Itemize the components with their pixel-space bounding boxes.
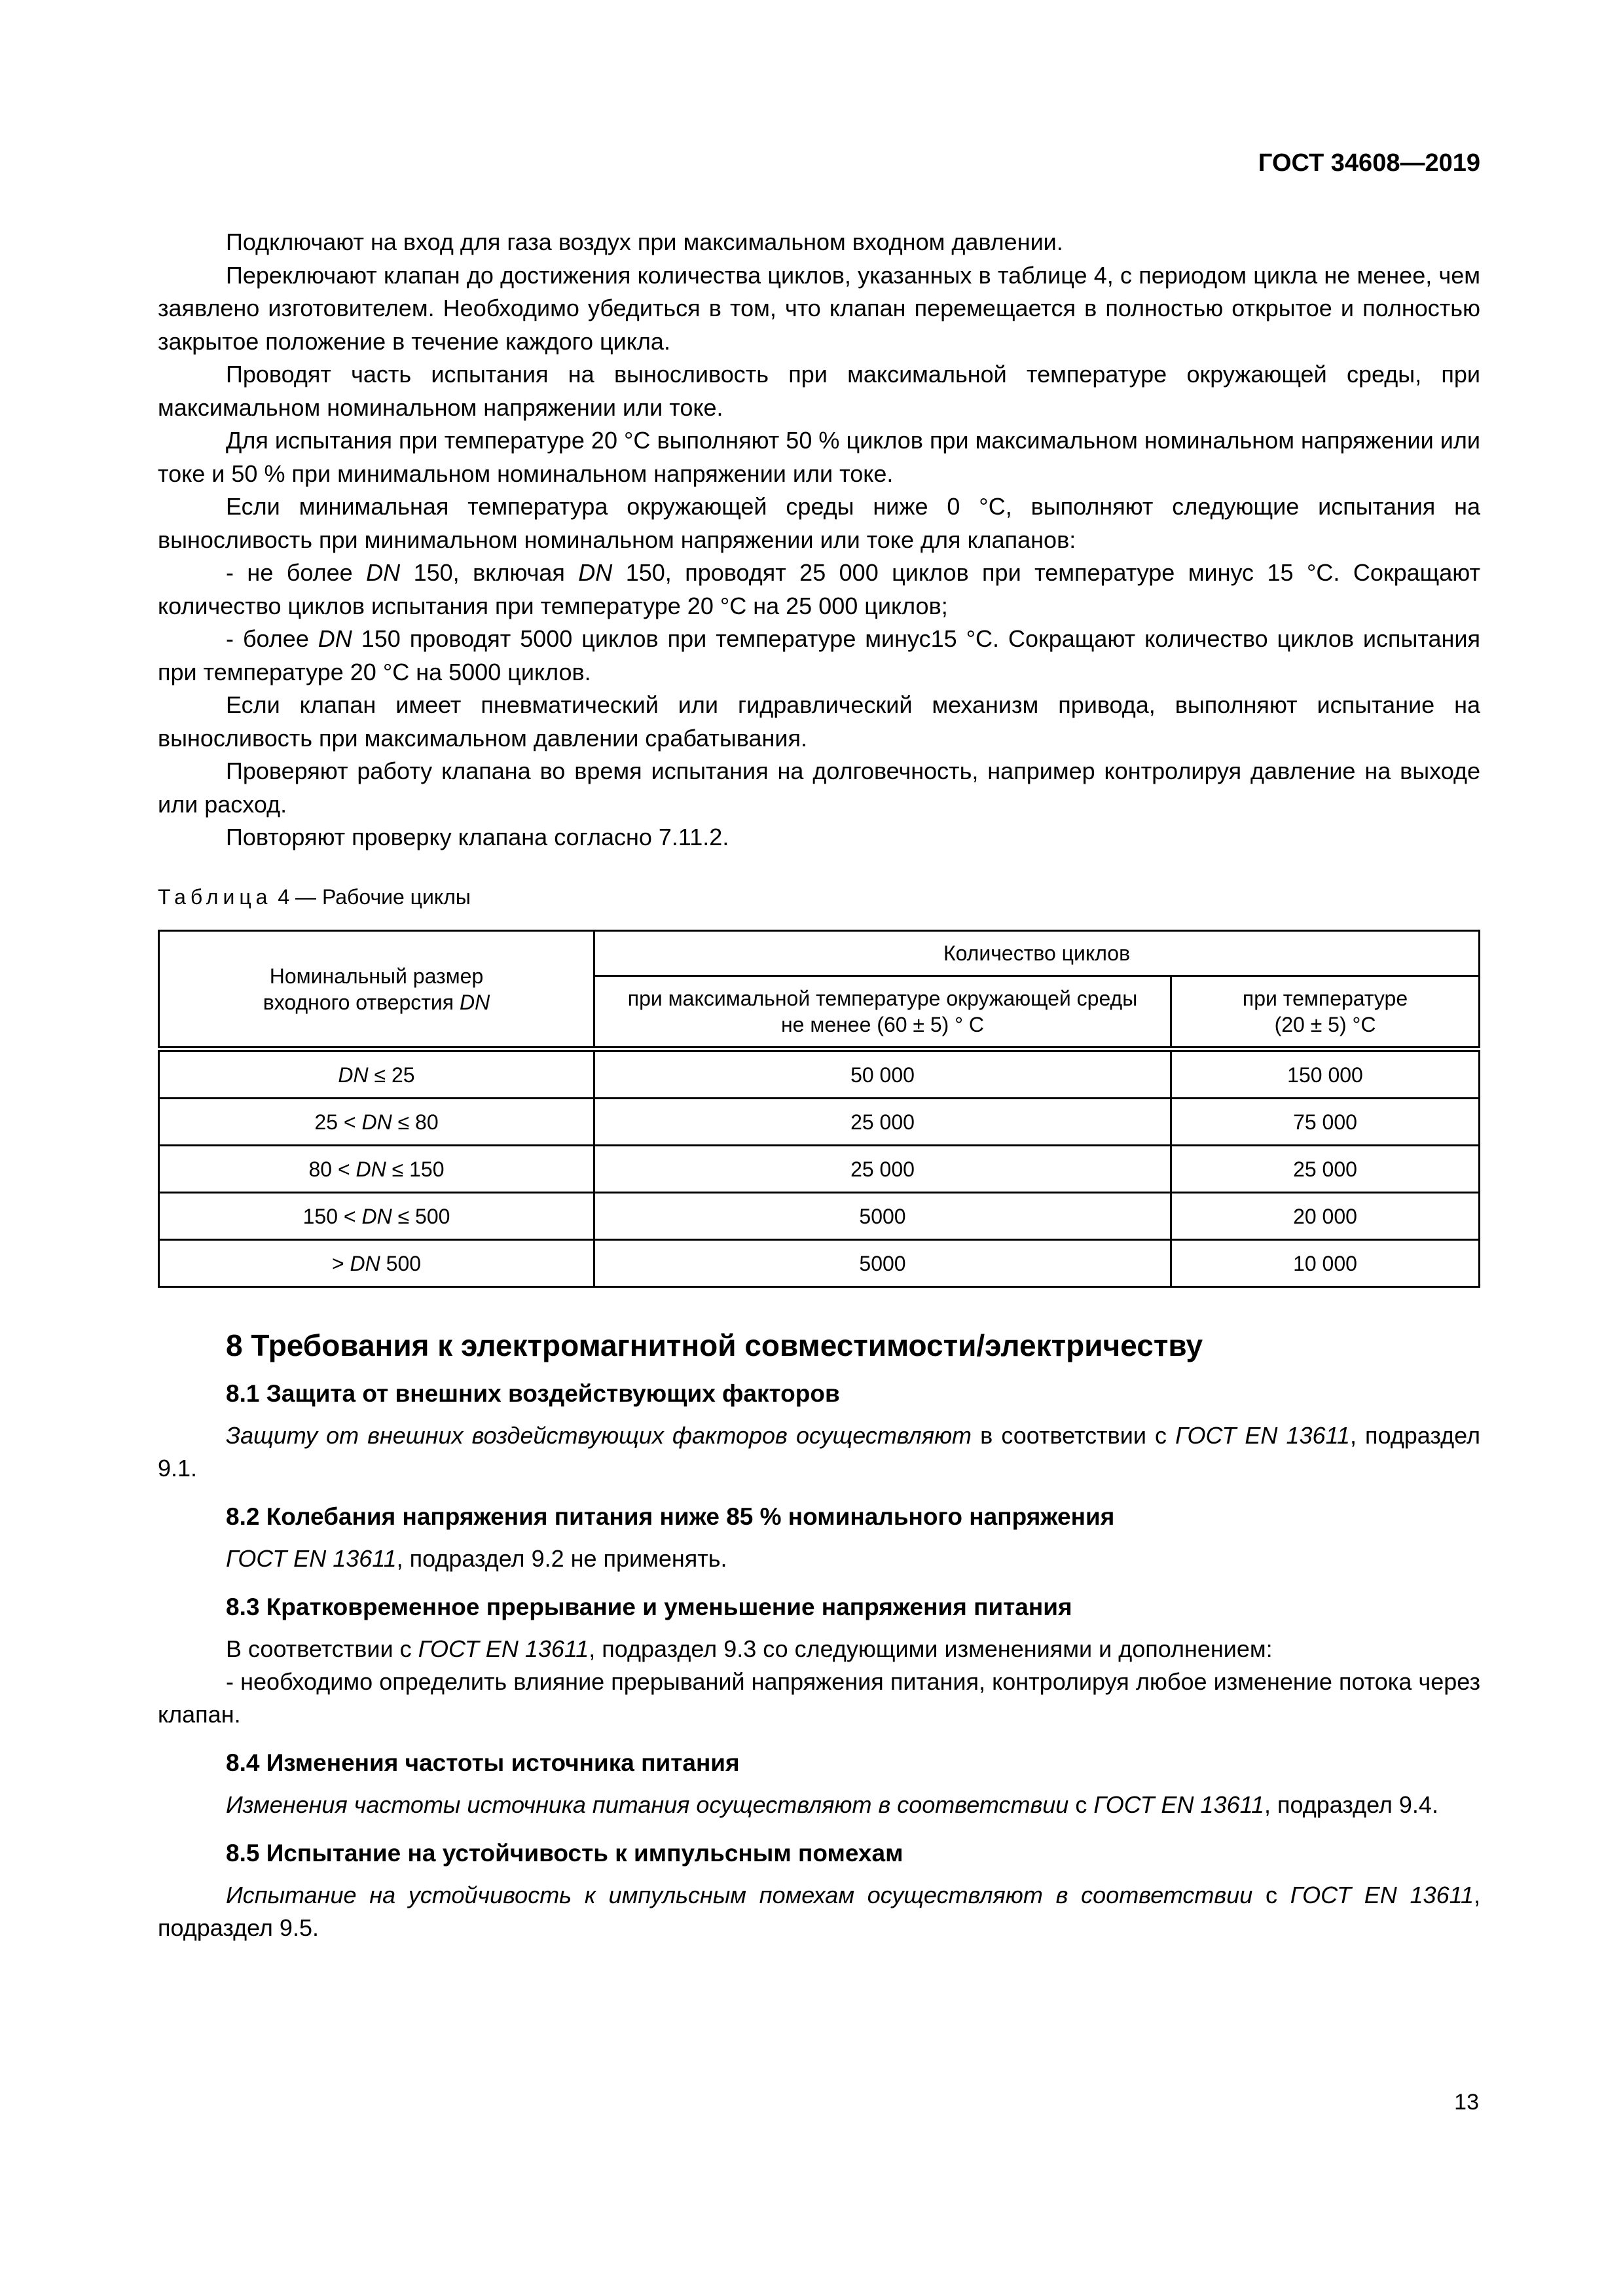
paragraph xyxy=(158,259,1480,359)
header-text: не менее (60 ± 5) ° С xyxy=(780,1013,985,1036)
paragraph xyxy=(158,821,1480,854)
text-run: Защиту от внешних воздействующих факторов осуществляют xyxy=(226,1422,972,1449)
group-header-cycles: Количество циклов xyxy=(594,931,1480,976)
text-run: DN xyxy=(366,559,401,586)
col-header-max-temp xyxy=(594,976,1171,1049)
cell-cycles-max-temp: 50 000 xyxy=(594,1049,1171,1099)
col-header-20c xyxy=(1171,976,1480,1049)
text-run: в соответствии с xyxy=(972,1422,1176,1449)
text-run: DN xyxy=(350,1251,380,1275)
paragraph xyxy=(158,424,1480,490)
text-run: с xyxy=(1068,1791,1094,1818)
paragraph xyxy=(158,755,1480,821)
subsection-title: 8.3 Кратковременное прерывание и уменьшение напряжения питания xyxy=(226,1594,1072,1620)
cell-nominal-size xyxy=(159,1146,594,1193)
text-run: 150 проводят 5000 циклов при температуре минус15 °С. Сокращают количество циклов испытания при температуре 20 °С на 5000 циклов. xyxy=(158,625,1481,685)
text-run: ГОСТ EN 13611 xyxy=(1290,1882,1474,1908)
table-row xyxy=(159,1099,1480,1146)
subsection-title: 8.4 Изменения частоты источника питания xyxy=(226,1749,740,1776)
text-run: - необходимо определить влияние прерываний напряжения питания, контролируя любое изменение потока через клапан. xyxy=(158,1668,1480,1728)
paragraph xyxy=(158,1633,1480,1666)
cell-cycles-20c: 10 000 xyxy=(1171,1240,1480,1287)
cell-cycles-20c: 25 000 xyxy=(1171,1146,1480,1193)
text-run: ГОСТ EN 13611 xyxy=(1093,1791,1264,1818)
text-run: DN xyxy=(361,1204,392,1228)
text-run: , подраздел 9.3 со следующими изменениями и дополнением: xyxy=(589,1635,1273,1662)
table-row xyxy=(159,1146,1480,1193)
cell-nominal-size xyxy=(159,1193,594,1240)
subsection-title: 8.2 Колебания напряжения питания ниже 85 % номинального напряжения xyxy=(226,1503,1115,1530)
header-text: при температуре xyxy=(1242,987,1408,1010)
table-caption-label: Таблица xyxy=(158,885,272,909)
text-run: 150 < xyxy=(302,1204,362,1228)
text-run: с xyxy=(1252,1882,1290,1908)
table-row xyxy=(159,1193,1480,1240)
body-text xyxy=(158,226,1480,854)
text-run: ГОСТ EN 13611 xyxy=(226,1545,397,1572)
text-run: ≤ 25 xyxy=(368,1063,415,1087)
text-run: Проверяют работу клапана во время испытания на долговечность, например контролируя давление на выходе или расход. xyxy=(158,757,1480,818)
cell-cycles-20c: 20 000 xyxy=(1171,1193,1480,1240)
header-text: входного отверстия xyxy=(263,990,460,1014)
text-run: DN xyxy=(356,1157,386,1181)
text-run: , подраздел 9.4. xyxy=(1264,1791,1438,1818)
text-run: Проводят часть испытания на выносливость при максимальной температуре окружающей среды, при максимальном номинальном напряжении или токе. xyxy=(158,361,1480,421)
text-run: 150, проводят 25 000 циклов при температуре минус 15 °С. Сокращают количество циклов испытания при температуре 20 °С на 25 000 циклов; xyxy=(158,559,1480,619)
table-caption-title: 4 — Рабочие циклы xyxy=(272,885,471,909)
subsection-title: 8.5 Испытание на устойчивость к импульсным помехам xyxy=(226,1840,903,1867)
page-number: 13 xyxy=(1454,2090,1479,2115)
cell-nominal-size xyxy=(159,1240,594,1287)
text-run: ≤ 150 xyxy=(386,1157,445,1181)
paragraph xyxy=(158,358,1480,424)
text-run: Переключают клапан до достижения количества циклов, указанных в таблице 4, с периодом цикла не менее, чем заявлено изготовителем. Необходимо убедиться в том, что клапан перемещается в полностью открытое и полностью закрытое положение в течение каждого цикла. xyxy=(158,261,1480,355)
cell-cycles-20c: 150 000 xyxy=(1171,1049,1480,1099)
table-caption xyxy=(158,885,471,909)
text-run: 80 < xyxy=(308,1157,356,1181)
section-title: 8 Требования к электромагнитной совместимости/электричеству xyxy=(226,1328,1203,1362)
paragraph xyxy=(158,689,1480,755)
text-run: Изменения частоты источника питания осуществляют в соответствии xyxy=(226,1791,1069,1818)
subsection-title: 8.1 Защита от внешних воздействующих факторов xyxy=(226,1380,840,1407)
text-run: DN xyxy=(318,625,352,652)
paragraph xyxy=(158,1879,1480,1944)
text-run: DN xyxy=(578,559,613,586)
text-run: DN xyxy=(338,1063,369,1087)
text-run: ГОСТ EN 13611 xyxy=(418,1635,589,1662)
text-run: - не более xyxy=(226,559,367,586)
paragraph xyxy=(158,1419,1480,1485)
text-run: , подраздел 9.1. xyxy=(158,1422,1480,1482)
text-run: Повторяют проверку клапана согласно 7.11.2. xyxy=(226,824,729,850)
text-run: - более xyxy=(226,625,318,652)
cell-nominal-size xyxy=(159,1049,594,1099)
cell-cycles-max-temp: 25 000 xyxy=(594,1099,1171,1146)
operating-cycles-table xyxy=(158,930,1480,1288)
text-run: ≤ 500 xyxy=(392,1204,450,1228)
cell-cycles-max-temp: 25 000 xyxy=(594,1146,1171,1193)
text-run: ≤ 80 xyxy=(392,1110,439,1134)
col-header-nominal-size xyxy=(159,931,594,1049)
text-run: В соответствии с xyxy=(226,1635,418,1662)
paragraph xyxy=(158,226,1480,259)
document-code: ГОСТ 34608—2019 xyxy=(1258,149,1480,177)
paragraph xyxy=(158,623,1480,689)
text-run: DN xyxy=(361,1110,392,1134)
text-run: , подраздел 9.5. xyxy=(158,1882,1480,1941)
table-row xyxy=(159,1240,1480,1287)
text-run: 25 < xyxy=(314,1110,362,1134)
paragraph xyxy=(158,1789,1480,1821)
text-run: 150, включая xyxy=(400,559,579,586)
text-run: Если клапан имеет пневматический или гидравлический механизм привода, выполняют испытание на выносливость при максимальном давлении срабатывания. xyxy=(158,691,1480,752)
cell-cycles-max-temp: 5000 xyxy=(594,1240,1171,1287)
text-run: Если минимальная температура окружающей среды ниже 0 °С, выполняют следующие испытания на выносливость при минимальном номинальном напряжении или токе для клапанов: xyxy=(158,493,1480,553)
text-run: Подключают на вход для газа воздух при максимальном входном давлении. xyxy=(226,228,1063,255)
cell-cycles-20c: 75 000 xyxy=(1171,1099,1480,1146)
text-run: > xyxy=(331,1251,350,1275)
cell-nominal-size xyxy=(159,1099,594,1146)
header-text: при максимальной температуре окружающей среды xyxy=(627,987,1138,1010)
header-text: (20 ± 5) °С xyxy=(1274,1013,1376,1036)
text-run: Испытание на устойчивость к импульсным помехам осуществляют в соответствии xyxy=(226,1882,1253,1908)
header-text: Номинальный размер xyxy=(269,964,484,988)
text-run: , подраздел 9.2 не применять. xyxy=(396,1545,727,1572)
text-run: 500 xyxy=(380,1251,422,1275)
header-text: DN xyxy=(460,990,490,1014)
table-row xyxy=(159,1049,1480,1099)
paragraph xyxy=(158,490,1480,556)
text-run: Для испытания при температуре 20 °С выполняют 50 % циклов при максимальном номинальном напряжении или токе и 50 % при минимальном номинальном напряжении или токе. xyxy=(158,427,1480,487)
paragraph xyxy=(158,556,1480,623)
text-run: ГОСТ EN 13611 xyxy=(1175,1422,1350,1449)
paragraph xyxy=(158,1666,1480,1731)
paragraph xyxy=(158,1542,1480,1575)
cell-cycles-max-temp: 5000 xyxy=(594,1193,1171,1240)
section-8 xyxy=(158,1329,1480,1944)
